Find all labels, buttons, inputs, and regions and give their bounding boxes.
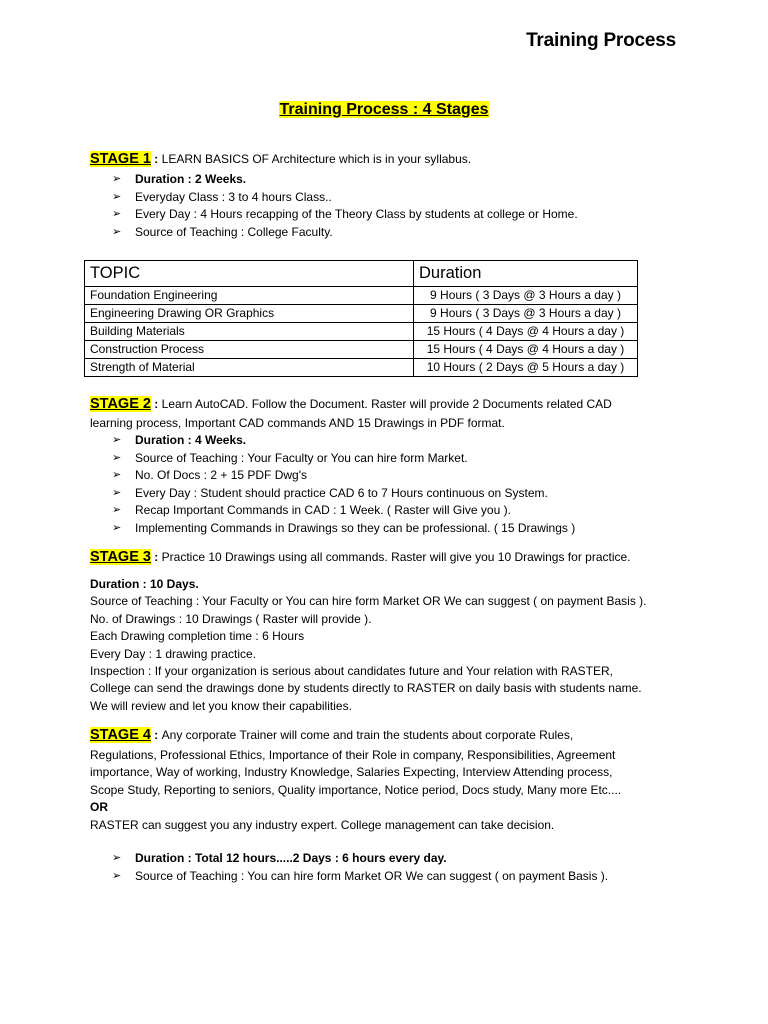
table-header-duration: Duration: [414, 261, 638, 287]
arrowhead-bullet-icon: ➢: [112, 225, 122, 238]
stage1-heading: [90, 151, 471, 168]
document-title: Training Process : 4 Stages: [279, 101, 489, 118]
arrowhead-bullet-icon: ➢: [112, 208, 122, 221]
table-cell-duration: 9 Hours ( 3 Days @ 3 Hours a day ): [414, 287, 638, 305]
list-item: ➢ Recap Important Commands in CAD : 1 Week. ( Raster will Give you ).: [112, 502, 575, 520]
stage3-line: Inspection : If your organization is serious about candidates future and Your relation with RASTER,: [90, 664, 613, 679]
stage1-bullets: [112, 171, 578, 241]
table-header-topic: TOPIC: [85, 261, 414, 287]
stage3-line: College can send the drawings done by students directly to RASTER on daily basis with students name.: [90, 681, 642, 696]
stage2-text-line2: learning process, Important CAD commands AND 15 Drawings in PDF format.: [90, 416, 505, 430]
stage4-line: importance, Way of working, Industry Knowledge, Salaries Expecting, Interview Attending process,: [90, 765, 613, 780]
stage3-heading: [90, 549, 631, 566]
stage2-heading: [90, 396, 612, 413]
list-item: ➢ Everyday Class : 3 to 4 hours Class..: [112, 189, 578, 207]
stage3-line: Every Day : 1 drawing practice.: [90, 646, 257, 661]
table-cell-topic: Engineering Drawing OR Graphics: [85, 305, 414, 323]
stage1-label: STAGE 1: [90, 151, 151, 167]
table-cell-duration: 15 Hours ( 4 Days @ 4 Hours a day ): [414, 341, 638, 359]
list-item: ➢ Duration : Total 12 hours.....2 Days : 6 hours every day.: [112, 850, 608, 868]
stage4-line: Regulations, Professional Ethics, Importance of their Role in company, Responsibilities, Agreement: [90, 748, 616, 762]
list-item: ➢ Duration : 4 Weeks.: [112, 432, 575, 450]
table-cell-topic: Foundation Engineering: [85, 287, 414, 305]
stage2-text-line1: Learn AutoCAD. Follow the Document. Raster will provide 2 Documents related CAD: [161, 397, 612, 411]
table-row: [85, 341, 638, 359]
stage3-line: No. of Drawings : 10 Drawings ( Raster will provide ).: [90, 611, 372, 626]
table-row: [85, 359, 638, 377]
table-row: [85, 287, 638, 305]
table-cell-duration: 9 Hours ( 3 Days @ 3 Hours a day ): [414, 305, 638, 323]
list-item: ➢ Source of Teaching : You can hire form Market OR We can suggest ( on payment Basis ).: [112, 868, 608, 886]
arrowhead-bullet-icon: ➢: [112, 504, 122, 517]
stage2-label: STAGE 2: [90, 396, 151, 412]
stage2-sep: :: [150, 397, 162, 411]
stage4-line: OR: [90, 800, 108, 815]
stage3-line: Duration : 10 Days.: [90, 577, 199, 591]
arrowhead-bullet-icon: ➢: [112, 469, 122, 482]
list-item: ➢ Duration : 2 Weeks.: [112, 171, 578, 189]
table-cell-duration: 10 Hours ( 2 Days @ 5 Hours a day ): [414, 359, 638, 377]
stage1-sep: :: [150, 152, 162, 166]
stage2-bullets: [112, 432, 575, 538]
stage4-line: Scope Study, Reporting to seniors, Quality importance, Notice period, Docs study, Many more Etc....: [90, 782, 622, 797]
arrowhead-bullet-icon: ➢: [112, 451, 122, 464]
table-cell-topic: Construction Process: [85, 341, 414, 359]
stage1-text: LEARN BASICS OF Architecture which is in your syllabus.: [161, 152, 472, 166]
arrowhead-bullet-icon: ➢: [112, 486, 122, 499]
stage4-line1: Any corporate Trainer will come and train the students about corporate Rules,: [161, 728, 574, 742]
stage3-line: Source of Teaching : Your Faculty or You can hire form Market OR We can suggest ( on payment Basis ).: [90, 594, 647, 609]
list-item: ➢ Implementing Commands in Drawings so they can be professional. ( 15 Drawings ): [112, 520, 575, 538]
stage3-line: We will review and let you know their capabilities.: [90, 698, 352, 713]
stage3-line: Each Drawing completion time : 6 Hours: [90, 629, 305, 644]
stage3-text: Practice 10 Drawings using all commands. Raster will give you 10 Drawings for practice.: [161, 550, 631, 564]
list-item: ➢ Every Day : 4 Hours recapping of the Theory Class by students at college or Home.: [112, 206, 578, 224]
table-row: [85, 305, 638, 323]
stage3-label: STAGE 3: [90, 549, 151, 565]
stage3-lines: [90, 576, 647, 715]
stage4-label: STAGE 4: [90, 727, 151, 743]
table-row: [85, 323, 638, 341]
arrowhead-bullet-icon: ➢: [112, 173, 122, 185]
stage4-sep: :: [150, 728, 162, 742]
table-cell-topic: Strength of Material: [85, 359, 414, 377]
document-title-wrap: [0, 101, 768, 119]
list-item: ➢ Every Day : Student should practice CAD 6 to 7 Hours continuous on System.: [112, 485, 575, 503]
table-cell-duration: 15 Hours ( 4 Days @ 4 Hours a day ): [414, 323, 638, 341]
list-item: ➢ No. Of Docs : 2 + 15 PDF Dwg's: [112, 467, 575, 485]
table-cell-topic: Building Materials: [85, 323, 414, 341]
arrowhead-bullet-icon: ➢: [112, 852, 122, 864]
list-item: ➢ Source of Teaching : College Faculty.: [112, 224, 578, 242]
stage4-heading: [90, 727, 573, 744]
stage4-bullets: [112, 850, 608, 885]
table-header-row: [85, 261, 638, 287]
list-item: ➢ Source of Teaching : Your Faculty or You can hire form Market.: [112, 450, 575, 468]
topic-duration-table: [84, 260, 638, 377]
stage3-sep: :: [150, 550, 162, 564]
arrowhead-bullet-icon: ➢: [112, 434, 122, 446]
header-title: Training Process: [526, 30, 676, 51]
arrowhead-bullet-icon: ➢: [112, 521, 122, 534]
stage4-line: RASTER can suggest you any industry expert. College management can take decision.: [90, 817, 555, 832]
arrowhead-bullet-icon: ➢: [112, 869, 122, 882]
stage4-lines: [90, 747, 621, 834]
arrowhead-bullet-icon: ➢: [112, 190, 122, 203]
